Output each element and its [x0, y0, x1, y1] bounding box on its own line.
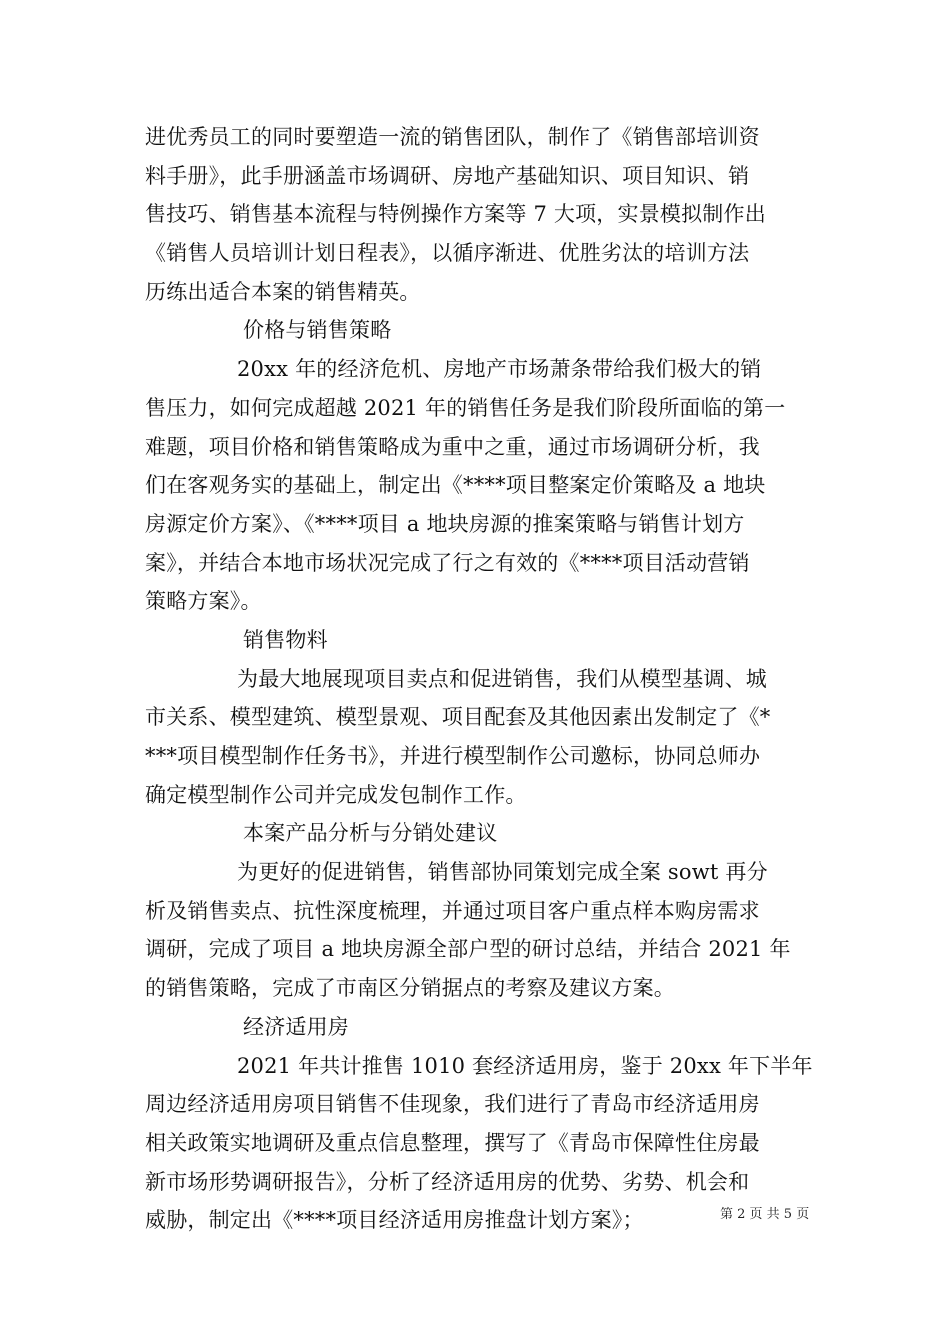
section-heading: 销售物料 [243, 627, 328, 652]
text-line: 策略方案》。 [145, 589, 262, 614]
text-line: 周边经济适用房项目销售不佳现象，我们进行了青岛市经济适用房 [145, 1092, 760, 1117]
text-line: 进优秀员工的同时要塑造一流的销售团队，制作了《销售部培训资 [145, 125, 760, 149]
text-line: 调研，完成了项目 a 地块房源全部户型的研讨总结，并结合 2021 年 [145, 937, 791, 962]
text-line: 为更好的促进销售，销售部协同策划完成全案 sowt 再分 [237, 860, 768, 885]
body-text [145, 118, 815, 1240]
section-heading: 经济适用房 [243, 1014, 349, 1039]
text-line: 新市场形势调研报告》，分析了经济适用房的优势、劣势、机会和 [145, 1169, 750, 1194]
text-line: 房源定价方案》、《****项目 a 地块房源的推案策略与销售计划方 [145, 511, 745, 536]
page-number-footer: 第 2 页 共 5 页 [720, 1207, 810, 1222]
text-line: 析及销售卖点、抗性深度梳理，并通过项目客户重点样本购房需求 [145, 898, 760, 923]
text-line: 20xx 年的经济危机、房地产市场萧条带给我们极大的销 [237, 357, 762, 382]
text-line: 确定模型制作公司并完成发包制作工作。 [145, 782, 527, 807]
text-line: 的销售策略，完成了市南区分销据点的考察及建议方案。 [145, 976, 675, 1001]
section-heading: 价格与销售策略 [243, 318, 392, 343]
text-line: 难题，项目价格和销售策略成为重中之重，通过市场调研分析，我 [145, 434, 760, 459]
section-heading: 本案产品分析与分销处建议 [243, 821, 498, 846]
text-line: 历练出适合本案的销售精英。 [145, 279, 421, 304]
text-line: 《销售人员培训计划日程表》，以循序渐进、优胜劣汰的培训方法 [145, 241, 750, 266]
text-line: 料手册》，此手册涵盖市场调研、房地产基础知识、项目知识、销 [145, 163, 750, 188]
text-line: 相关政策实地调研及重点信息整理，撰写了《青岛市保障性住房最 [145, 1130, 760, 1155]
text-line: 售技巧、销售基本流程与特例操作方案等 7 大项，实景模拟制作出 [145, 202, 766, 227]
text-line: 案》，并结合本地市场状况完成了行之有效的《****项目活动营销 [145, 550, 750, 575]
text-line: 售压力，如何完成超越 2021 年的销售任务是我们阶段所面临的第一 [145, 395, 786, 420]
text-line: 市关系、模型建筑、模型景观、项目配套及其他因素出发制定了《* [145, 705, 771, 730]
text-line: 为最大地展现项目卖点和促进销售，我们从模型基调、城 [237, 666, 767, 691]
text-line: 威胁，制定出《****项目经济适用房推盘计划方案》； [145, 1208, 644, 1233]
text-line: 2021 年共计推售 1010 套经济适用房，鉴于 20xx 年下半年 [237, 1053, 813, 1078]
text-line: ***项目模型制作任务书》，并进行模型制作公司邀标，协同总师办 [145, 744, 761, 768]
text-line: 们在客观务实的基础上，制定出《****项目整案定价策略及 a 地块 [145, 473, 766, 498]
